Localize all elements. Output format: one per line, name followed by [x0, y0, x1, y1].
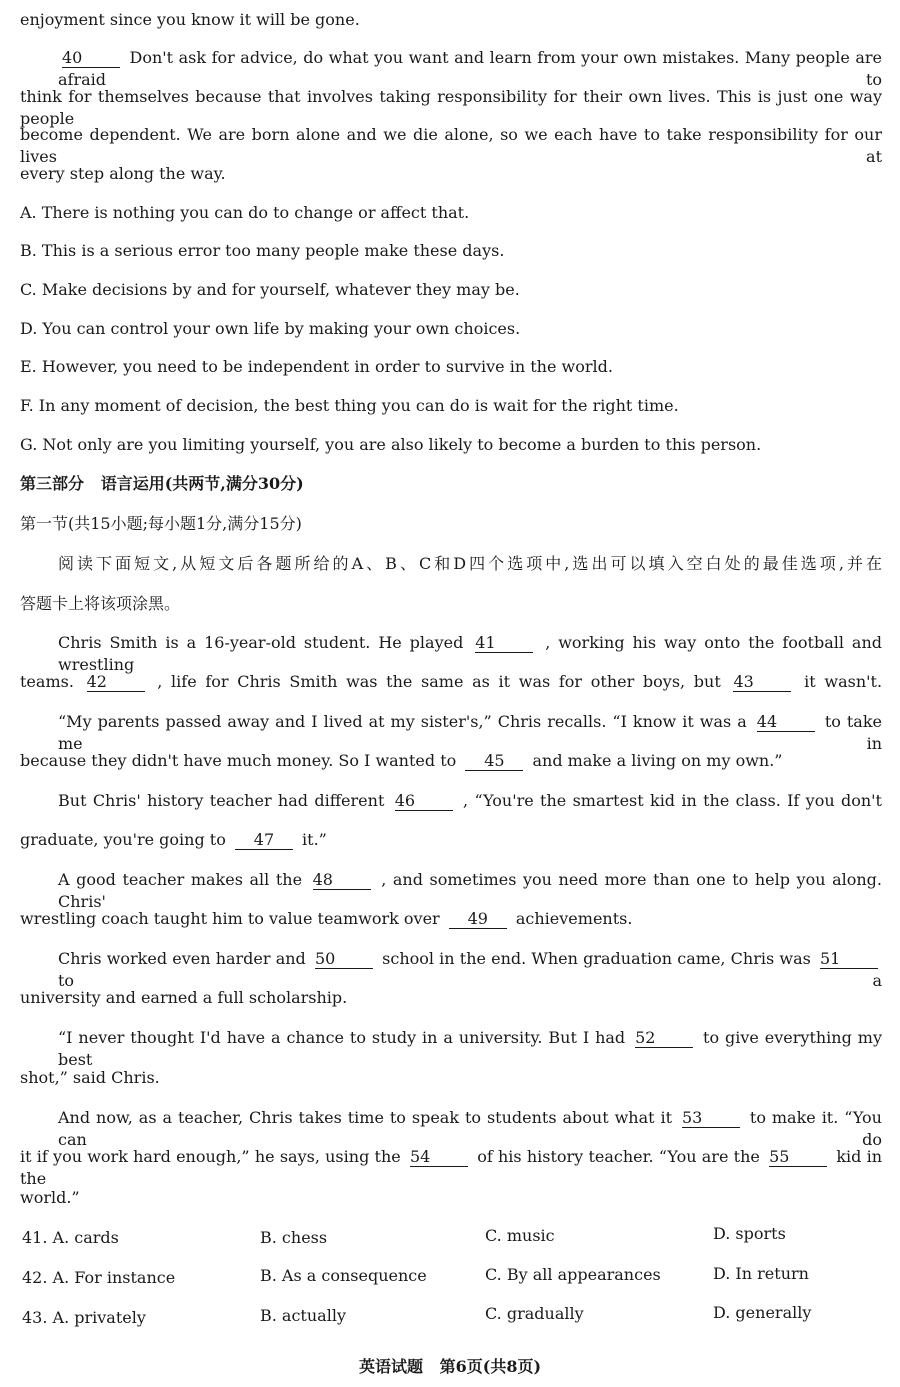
text-span: Don't ask for advice, do what you want and learn from your own mistakes. Many people are afraid to	[58, 48, 882, 89]
question-42-option-a: 42. A. For instance	[22, 1268, 176, 1287]
answer-blank: 44	[757, 713, 815, 732]
text-span: A good teacher makes all the	[58, 870, 303, 889]
page-footer: 英语试题 第6页(共8页)	[358, 1357, 542, 1376]
option-line: D. You can control your own life by making your own choices.	[20, 319, 521, 338]
answer-blank: 41	[475, 634, 533, 653]
text-span: , life for Chris Smith was the same as it was for other boys, but	[157, 672, 721, 691]
answer-blank: 53	[682, 1109, 740, 1128]
question-43-option-b: B. actually	[260, 1306, 346, 1325]
answer-blank: 40	[62, 49, 120, 68]
answer-blank: 43	[733, 673, 791, 692]
passage-line	[20, 829, 882, 851]
text-span: school in the end. When graduation came, Chris was	[382, 949, 811, 968]
question-41-option-a: 41. A. cards	[22, 1228, 119, 1247]
text-line	[58, 47, 882, 91]
option-line: G. Not only are you limiting yourself, you are also likely to become a burden to this person.	[20, 435, 762, 454]
answer-blank: 42	[87, 673, 145, 692]
option-line: C. Make decisions by and for yourself, whatever they may be.	[20, 280, 520, 299]
option-line: B. This is a serious error too many people make these days.	[20, 241, 505, 260]
passage-line	[58, 711, 882, 755]
text-span: teams.	[20, 672, 74, 691]
text-span: to give everything my best	[58, 1028, 882, 1069]
answer-blank: 54	[410, 1148, 468, 1167]
text-span: And now, as a teacher, Chris takes time to speak to students about what it	[58, 1108, 673, 1127]
text-span: to make it. “You can do	[58, 1108, 882, 1149]
instruction-line: 答题卡上将该项涂黑。	[20, 594, 181, 613]
answer-blank: 47	[235, 831, 293, 850]
text-span: to a	[58, 971, 882, 990]
text-span: kid in the	[20, 1147, 883, 1188]
question-41-option-d: D. sports	[713, 1224, 786, 1243]
passage-line	[20, 908, 882, 930]
question-43-option-a: 43. A. privately	[22, 1308, 146, 1327]
text-span: graduate, you're going to	[20, 830, 226, 849]
answer-blank: 45	[465, 752, 523, 771]
answer-blank: 50	[315, 950, 373, 969]
question-41-option-c: C. music	[485, 1226, 555, 1245]
text-span: it if you work hard enough,” he says, using the	[20, 1147, 401, 1166]
option-line: A. There is nothing you can do to change or affect that.	[20, 203, 470, 222]
text-span: Chris worked even harder and	[58, 949, 306, 968]
text-span: because they didn't have much money. So I wanted to	[20, 751, 457, 770]
text-line: enjoyment since you know it will be gone.	[20, 10, 360, 29]
question-43-option-c: C. gradually	[485, 1304, 584, 1323]
text-span: Chris Smith is a 16-year-old student. He played	[58, 633, 464, 652]
text-span: it wasn't.	[804, 672, 883, 691]
section-title: 第三部分 语言运用(共两节,满分30分)	[20, 474, 304, 493]
answer-blank: 51	[820, 950, 878, 969]
text-span: , “You're the smartest kid in the class. If you don't	[463, 791, 882, 810]
text-span: But Chris' history teacher had different	[58, 791, 385, 810]
question-43-option-d: D. generally	[713, 1303, 812, 1322]
passage-line: world.”	[20, 1188, 80, 1207]
passage-line	[58, 869, 882, 913]
answer-blank: 52	[635, 1029, 693, 1048]
text-span: wrestling coach taught him to value teamwork over	[20, 909, 440, 928]
text-line: think for themselves because that involves taking responsibility for their own lives. This is just one way people	[20, 87, 882, 128]
text-span: “My parents passed away and I lived at my sister's,” Chris recalls. “I know it was a	[58, 712, 747, 731]
answer-blank: 55	[769, 1148, 827, 1167]
passage-line: university and earned a full scholarship.	[20, 988, 348, 1007]
text-span: and make a living on my own.”	[532, 751, 783, 770]
passage-line	[20, 1146, 882, 1190]
option-line: F. In any moment of decision, the best thing you can do is wait for the right time.	[20, 396, 679, 415]
answer-blank: 48	[313, 871, 371, 890]
passage-line: shot,” said Chris.	[20, 1068, 160, 1087]
passage-line	[20, 671, 882, 693]
passage-line	[58, 1027, 882, 1071]
question-41-option-b: B. chess	[260, 1228, 328, 1247]
text-span: to take me in	[58, 712, 883, 753]
text-span: , and sometimes you need more than one to help you along. Chris'	[58, 870, 882, 911]
answer-blank: 49	[449, 910, 507, 929]
answer-blank: 46	[395, 792, 453, 811]
option-line: E. However, you need to be independent in order to survive in the world.	[20, 357, 613, 376]
passage-line	[58, 1107, 882, 1151]
text-line: every step along the way.	[20, 164, 226, 183]
text-span: it.”	[302, 830, 327, 849]
question-42-option-d: D. In return	[713, 1264, 809, 1283]
question-42-option-b: B. As a consequence	[260, 1266, 427, 1285]
text-span: “I never thought I'd have a chance to study in a university. But I had	[58, 1028, 626, 1047]
passage-line	[58, 790, 882, 812]
text-span: , working his way onto the football and wrestling	[58, 633, 882, 674]
passage-line	[58, 632, 882, 676]
text-span: achievements.	[515, 909, 633, 928]
text-span: of his history teacher. “You are the	[477, 1147, 760, 1166]
question-42-option-c: C. By all appearances	[485, 1265, 661, 1284]
section-subtitle: 第一节(共15小题;每小题1分,满分15分)	[20, 514, 302, 533]
passage-line	[20, 750, 882, 772]
text-line: become dependent. We are born alone and we die alone, so we each have to take responsibility for our lives at	[20, 125, 882, 166]
instruction-line: 阅读下面短文,从短文后各题所给的A、B、C和D四个选项中,选出可以填入空白处的最佳选项,并在	[58, 554, 882, 573]
passage-line	[58, 948, 882, 992]
